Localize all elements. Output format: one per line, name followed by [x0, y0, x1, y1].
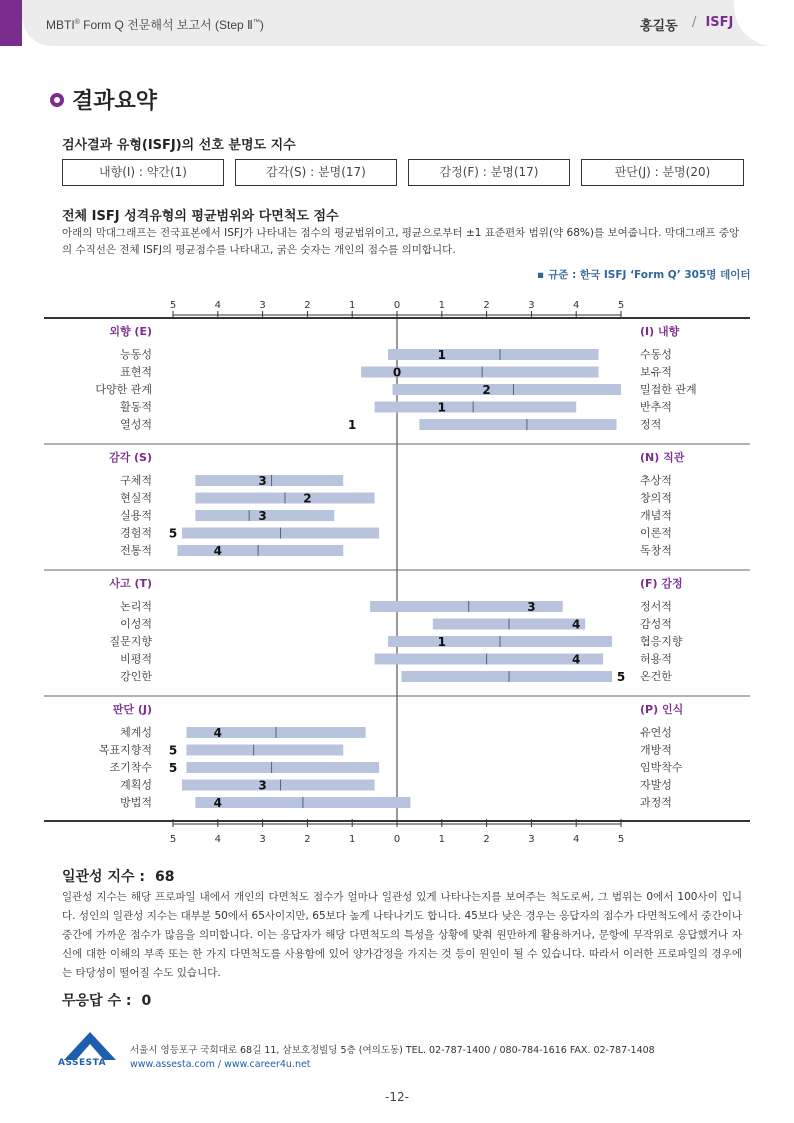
facet-score: 5 — [168, 526, 178, 541]
section-title-text: 결과요약 — [72, 89, 158, 114]
facet-right-label: 수동성 — [640, 348, 672, 361]
footer-address: 서울시 영등포구 국회대로 68길 11, 삼보호정빌딩 5층 (여의도동) TEL. 02-787-1400 / 080-784-1616 FAX. 02-787-1408 — [130, 1045, 655, 1056]
axis-tick-label-bottom: 2 — [304, 834, 311, 845]
facet-score: 5 — [168, 761, 178, 775]
facet-score: 1 — [437, 635, 446, 649]
no-response-title — [62, 990, 151, 1010]
facet-left-label: 체계성 — [120, 726, 152, 739]
facet-score: 4 — [213, 544, 222, 558]
facet-left-label: 실용적 — [120, 509, 152, 522]
group-left-label: 감각 (S) — [108, 451, 152, 464]
facet-left-label: 활동적 — [120, 400, 152, 414]
pref-box-tf: 감정(F) : 분명(17) — [408, 159, 570, 186]
consistency-value: 68 — [154, 869, 175, 885]
facet-right-label: 협응지향 — [640, 635, 683, 648]
facet-left-label: 조기착수 — [109, 761, 152, 774]
facet-left-label: 목표지향적 — [98, 743, 152, 757]
facet-range-bar — [401, 671, 612, 682]
axis-tick-label-top: 1 — [438, 300, 445, 311]
facet-right-label: 과정적 — [640, 796, 672, 809]
bullet-circle-icon — [50, 93, 64, 107]
facet-score: 1 — [437, 348, 446, 362]
axis-tick-label-bottom: 3 — [259, 834, 266, 845]
facet-score: 3 — [258, 509, 267, 523]
facet-left-label: 열성적 — [120, 418, 152, 431]
facet-score: 5 — [168, 743, 178, 758]
preference-title: 검사결과 유형(ISFJ)의 선호 분명도 지수 — [62, 138, 296, 153]
logo-text: ASSESTA — [58, 1058, 107, 1068]
group-right-label: (F) 감정 — [640, 577, 683, 590]
page-header — [0, 0, 794, 48]
facet-left-label: 구체적 — [120, 474, 152, 487]
facet-score: 5 — [616, 670, 626, 684]
facet-left-label: 현실적 — [120, 491, 152, 505]
facet-range-bar — [393, 384, 621, 395]
facet-right-label: 정적 — [640, 418, 662, 431]
facet-score: 2 — [303, 491, 312, 506]
facet-left-label: 능동성 — [120, 348, 152, 361]
facet-range-bar — [186, 762, 379, 773]
facet-left-label: 계획성 — [120, 778, 152, 792]
facet-right-label: 정서적 — [640, 600, 672, 613]
pref-box-jp: 판단(J) : 분명(20) — [581, 159, 744, 186]
axis-tick-label-top: 3 — [528, 300, 535, 311]
facet-score: 4 — [213, 726, 222, 740]
facet-right-label: 독창적 — [640, 544, 672, 557]
header-accent-bar — [0, 0, 22, 46]
respondent-type: / ISFJ — [692, 15, 734, 30]
axis-tick-label-top: 0 — [393, 300, 401, 311]
axis-tick-label-top: 2 — [304, 300, 311, 311]
facet-range-bar — [195, 475, 343, 486]
facet-left-label: 논리적 — [120, 600, 152, 613]
facet-score: 1 — [348, 418, 357, 432]
report-title: MBTI® Form Q 전문해석 보고서 (Step Ⅱ™) — [46, 18, 264, 32]
facet-right-label: 유연성 — [640, 726, 672, 739]
facet-right-label: 밀접한 관계 — [640, 383, 697, 396]
facet-score: 1 — [437, 400, 446, 415]
facet-range-bar — [177, 545, 343, 556]
axis-tick-label-bottom: 5 — [617, 834, 625, 845]
axis-tick-label-bottom: 5 — [169, 834, 177, 845]
facet-title: 전체 ISFJ 성격유형의 평균범위와 다면척도 점수 — [62, 209, 339, 224]
facet-right-label: 개념적 — [640, 509, 672, 522]
facet-right-label: 감성적 — [640, 617, 672, 631]
facet-right-label: 이론적 — [640, 526, 672, 540]
facet-right-label: 반추적 — [640, 400, 672, 414]
axis-tick-label-bottom: 4 — [214, 834, 221, 845]
axis-tick-label-top: 5 — [169, 300, 177, 311]
group-right-label: (P) 인식 — [640, 703, 684, 716]
group-left-label: 사고 (T) — [109, 577, 152, 590]
facet-range-bar — [375, 654, 603, 665]
facet-left-label: 표현적 — [120, 365, 152, 379]
consistency-description: 일관성 지수는 해당 프로파일 내에서 개인의 다면척도 점수가 얼마나 일관성 있게 나타나는지를 보여주는 척도로써, 그 범위는 0에서 100사이 입니다. 성인의 일관성 지수는 대부분 50에서 65사이지만, 65보다 높게 나타나기도 합니다. 45보다 낮은 경우는 응답자의 점수가 다면척도에서 중간이나 중간에 가까운 점수가 많음을 의미합니다. 이는 응답자가 해당 다면척도의 특성을 상황에 맞춰 원만하게 활용하거나, 문항에 무작위로 응답했거나 자신에 대한 이해의 부족 또는 한 가지 다면척도를 사용함에 있어 양가감정을 가지는 것 등이 원인이 될 수 있습니다. 따라서 이러한 프로파일의 경우에는 타당성이 떨어질 수도 있습니다. — [62, 891, 742, 979]
respondent-name: 홍길동 — [640, 19, 678, 34]
axis-tick-label-bottom: 1 — [349, 834, 356, 845]
facet-range-bar — [419, 419, 616, 430]
facet-right-label: 온건한 — [640, 670, 672, 683]
bullet-icon: ▪ — [537, 269, 545, 281]
facet-left-label: 전통적 — [120, 544, 152, 557]
consistency-title — [62, 866, 174, 886]
facet-range-bar — [388, 349, 599, 360]
no-response-value: 0 — [141, 993, 152, 1009]
axis-tick-label-top: 3 — [259, 300, 266, 311]
axis-tick-label-bottom: 1 — [438, 834, 445, 845]
axis-tick-label-bottom: 2 — [483, 834, 490, 845]
pref-box-ei: 내향(I) : 약간(1) — [62, 159, 224, 186]
facet-left-label: 비평적 — [120, 652, 152, 666]
facet-score: 4 — [572, 617, 581, 632]
facet-left-label: 이성적 — [120, 617, 152, 631]
axis-tick-label-top: 1 — [349, 300, 356, 311]
facet-range-bar — [375, 402, 577, 413]
facet-range-bar — [182, 780, 375, 791]
consistency-label: 일관성 지수 : — [62, 869, 145, 885]
group-left-label: 판단 (J) — [112, 703, 152, 716]
axis-tick-label-top: 4 — [573, 300, 580, 311]
facet-right-label: 허용적 — [640, 652, 672, 666]
facet-right-label: 개방적 — [640, 743, 672, 757]
facet-score: 0 — [392, 365, 402, 380]
facet-left-label: 방법적 — [120, 796, 152, 809]
axis-tick-label-bottom: 4 — [573, 834, 580, 845]
no-response-label: 무응답 수 : — [62, 993, 132, 1009]
facet-right-label: 보유적 — [640, 365, 672, 379]
norm-label — [537, 267, 751, 282]
group-right-label: (I) 내향 — [640, 325, 680, 338]
footer-web[interactable]: www.assesta.com / www.career4u.net — [130, 1059, 311, 1070]
section-title — [50, 84, 157, 115]
facet-right-label: 창의적 — [640, 491, 672, 505]
facet-chart — [0, 290, 794, 850]
facet-left-label: 경험적 — [120, 526, 152, 540]
axis-tick-label-top: 4 — [214, 300, 221, 311]
facet-range-bar — [186, 745, 343, 756]
group-right-label: (N) 직관 — [640, 451, 685, 464]
pref-box-sn: 감각(S) : 분명(17) — [235, 159, 397, 186]
facet-left-label: 다양한 관계 — [95, 383, 152, 396]
facet-score: 4 — [213, 796, 222, 810]
facet-right-label: 추상적 — [640, 474, 672, 487]
norm-label-text: 규준 : 한국 ISFJ ‘Form Q’ 305명 데이터 — [548, 269, 751, 281]
facet-score: 2 — [482, 383, 491, 397]
facet-score: 3 — [527, 600, 536, 614]
axis-tick-label-bottom: 0 — [393, 834, 401, 845]
facet-score: 3 — [258, 778, 267, 793]
group-left-label: 외향 (E) — [109, 325, 152, 338]
facet-score: 4 — [572, 652, 581, 667]
facet-right-label: 자발성 — [640, 778, 672, 792]
axis-tick-label-bottom: 3 — [528, 834, 535, 845]
axis-tick-label-top: 5 — [617, 300, 625, 311]
facet-description: 아래의 막대그래프는 전국표본에서 ISFJ가 나타내는 점수의 평균범위이고, 평균으로부터 ±1 표준편차 범위(약 68%)를 보여줍니다. 막대그래프 중앙의 수직선은 전체 ISFJ의 평균점수를 나타내고, 굵은 숫자는 개인의 점수를 의미합니다. — [62, 227, 740, 256]
facet-right-label: 임박착수 — [640, 761, 683, 774]
facet-left-label: 질문지향 — [109, 635, 152, 648]
page-number: -12- — [385, 1090, 409, 1104]
facet-left-label: 강인한 — [120, 670, 152, 683]
facet-score: 3 — [258, 474, 267, 488]
preference-boxes — [62, 159, 744, 186]
axis-tick-label-top: 2 — [483, 300, 490, 311]
